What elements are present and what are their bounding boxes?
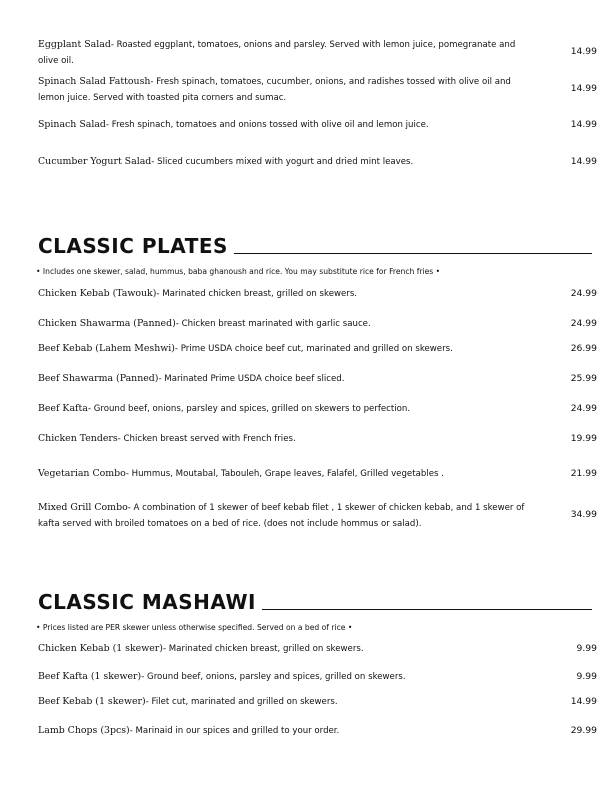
item-name: Beef Kebab (Lahem Meshwi) (38, 343, 175, 354)
item-description: - Prime USDA choice beef cut, marinated and grilled on skewers. (174, 344, 453, 354)
item-name: Spinach Salad Fattoush (38, 76, 151, 87)
menu-item (38, 341, 612, 358)
item-description: - Marinated Prime USDA choice beef sliced. (158, 374, 345, 384)
item-name: Beef Kafta (38, 403, 88, 414)
item-name: Beef Shawarma (Panned) (38, 373, 159, 384)
section-note: • Prices listed are PER skewer unless otherwise specified. Served on a bed of rice • (36, 623, 353, 632)
item-name: Vegetarian Combo (38, 468, 126, 479)
item-description: - Filet cut, marinated and grilled on skewers. (145, 697, 338, 707)
item-price: 14.99 (570, 83, 597, 94)
item-description: - Hummus, Moutabal, Tabouleh, Grape leaves, Falafel, Grilled vegetables . (125, 469, 444, 479)
item-price: 34.99 (570, 509, 597, 520)
menu-item (38, 286, 612, 303)
item-name: Mixed Grill Combo (38, 502, 128, 513)
item-description: - Marinated chicken breast, grilled on skewers. (156, 289, 358, 299)
item-name: Chicken Kebab (1 skewer) (38, 643, 163, 654)
section-title: CLASSIC MASHAWI (38, 590, 256, 614)
menu-item (38, 500, 612, 532)
menu-item (38, 74, 612, 106)
item-name: Chicken Tenders (38, 433, 118, 444)
item-name: Lamb Chops (3pcs) (38, 725, 130, 736)
menu-item (38, 37, 612, 69)
menu-item (38, 466, 612, 483)
item-price: 24.99 (570, 288, 597, 299)
item-description: - Marinaid in our spices and grilled to your order. (129, 726, 340, 736)
item-description: - A combination of 1 skewer of beef kebab filet , 1 skewer of chicken kebab, and 1 skewer of kafta served with broiled tomatoes on a bed of rice. (does not include hommus or salad). (38, 503, 525, 529)
section-heading-classic-plates (38, 235, 592, 257)
item-price: 19.99 (570, 433, 597, 444)
item-price: 25.99 (570, 373, 597, 384)
item-price: 9.99 (576, 671, 597, 682)
menu-item (38, 694, 612, 711)
item-price: 21.99 (570, 468, 597, 479)
menu-item (38, 669, 612, 686)
item-price: 14.99 (570, 119, 597, 130)
heading-rule (234, 253, 592, 254)
item-price: 29.99 (570, 725, 597, 736)
item-price: 24.99 (570, 403, 597, 414)
section-title: CLASSIC PLATES (38, 234, 228, 258)
item-name: Beef Kafta (1 skewer) (38, 671, 142, 682)
item-price: 9.99 (576, 643, 597, 654)
item-description: - Sliced cucumbers mixed with yogurt and dried mint leaves. (151, 157, 414, 167)
item-description: - Roasted eggplant, tomatoes, onions and parsley. Served with lemon juice, pomegranate and olive oil. (38, 40, 516, 66)
item-name: Spinach Salad (38, 119, 106, 130)
item-name: Chicken Kebab (Tawouk) (38, 288, 157, 299)
item-price: 14.99 (570, 156, 597, 167)
item-price: 14.99 (570, 46, 597, 57)
menu-item (38, 371, 612, 388)
item-name: Beef Kebab (1 skewer) (38, 696, 146, 707)
item-description: - Chicken breast served with French fries. (117, 434, 296, 444)
item-description: - Ground beef, onions, parsley and spices, grilled on skewers to perfection. (87, 404, 411, 414)
item-name: Eggplant Salad (38, 39, 111, 50)
item-description: - Marinated chicken breast, grilled on skewers. (162, 644, 364, 654)
menu-item (38, 117, 612, 134)
item-name: Chicken Shawarma (Panned) (38, 318, 176, 329)
heading-rule (262, 609, 592, 610)
item-price: 26.99 (570, 343, 597, 354)
item-price: 14.99 (570, 696, 597, 707)
section-heading-classic-mashawi (38, 591, 592, 613)
item-description: - Fresh spinach, tomatoes and onions tossed with olive oil and lemon juice. (105, 120, 429, 130)
item-name: Cucumber Yogurt Salad (38, 156, 152, 167)
section-note: • Includes one skewer, salad, hummus, baba ghanoush and rice. You may substitute rice for French fries • (36, 267, 441, 276)
menu-item (38, 431, 612, 448)
item-price: 24.99 (570, 318, 597, 329)
item-description: - Ground beef, onions, parsley and spices, grilled on skewers. (141, 672, 406, 682)
item-description: - Chicken breast marinated with garlic sauce. (175, 319, 371, 329)
menu-item (38, 641, 612, 658)
menu-item (38, 316, 612, 333)
item-description: - Fresh spinach, tomatoes, cucumber, onions, and radishes tossed with olive oil and lemon juice. Served with toasted pita corners and sumac. (38, 77, 511, 103)
menu-item (38, 154, 612, 171)
menu-item (38, 723, 612, 740)
menu-item (38, 401, 612, 418)
